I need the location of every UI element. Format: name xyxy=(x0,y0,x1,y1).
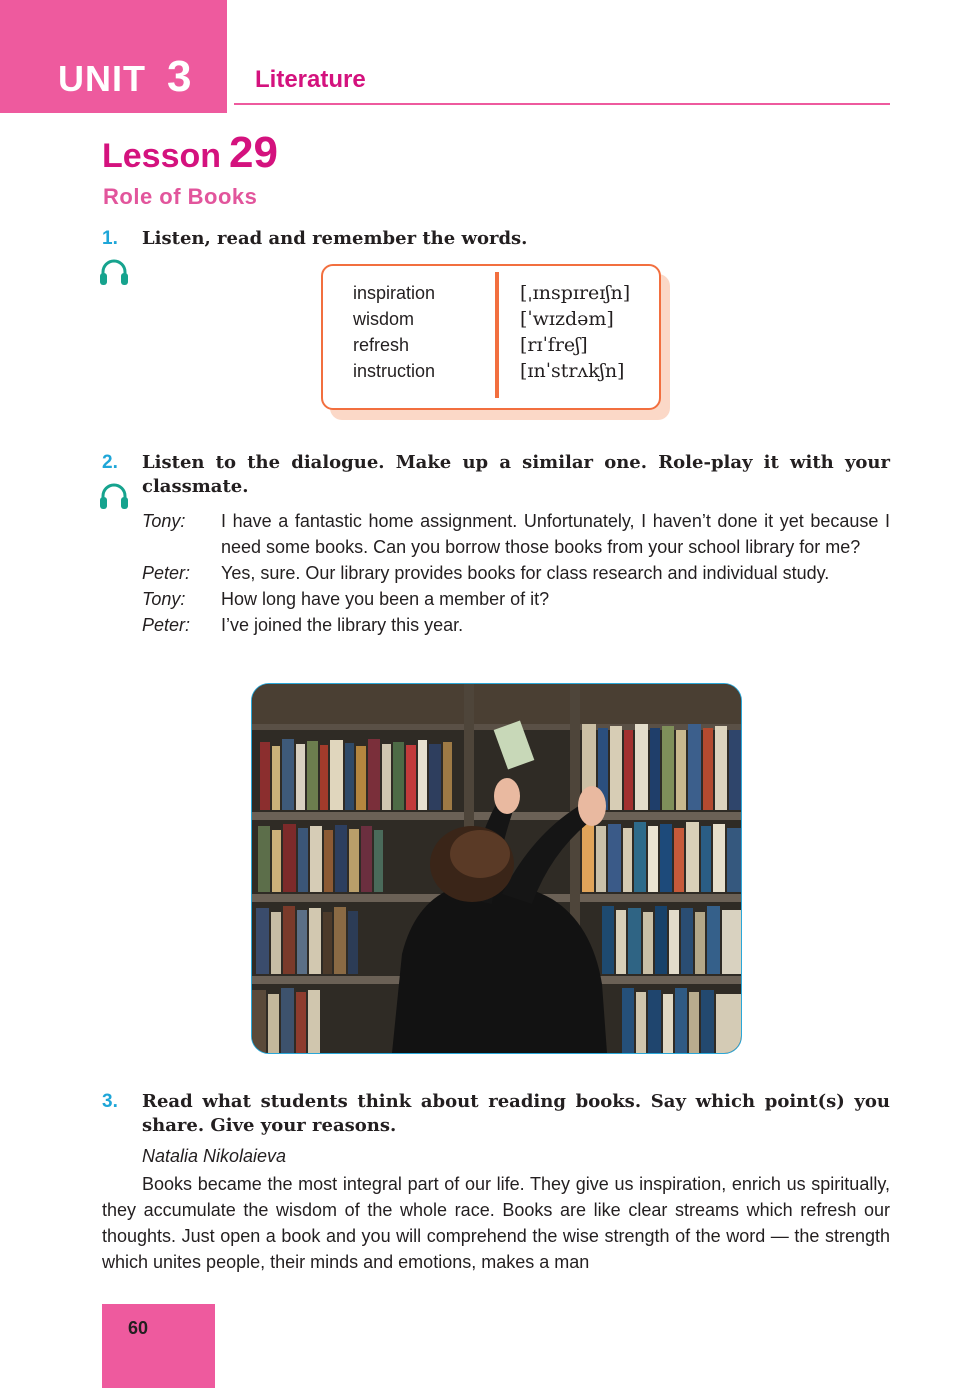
dialogue-line: How long have you been a member of it? xyxy=(221,589,550,609)
vocab-word: refresh xyxy=(353,335,410,355)
dialogue-turn xyxy=(142,560,890,586)
unit-label: UNIT xyxy=(58,58,146,99)
dialogue-line: Yes, sure. Our library provides books for class research and individual study. xyxy=(221,563,830,583)
page-number: 60 xyxy=(128,1318,149,1338)
page-number-box xyxy=(102,1304,215,1388)
vocab-transcription: [rɪˈfreʃ] xyxy=(520,334,588,356)
task-3-instruction: Read what students think about reading books. Say which point(s) you share. Give your reasons. xyxy=(142,1091,890,1136)
library-photo xyxy=(251,683,742,1054)
task-1-instruction: Listen, read and remember the words. xyxy=(142,228,528,249)
speaker: Tony: xyxy=(142,511,186,531)
library-illustration xyxy=(252,684,741,1053)
dialogue-line: I have a fantastic home assignment. Unfortunately, I haven’t done it yet because I need some books. Can you borrow those books from your school library for me? xyxy=(221,511,890,557)
dialogue-line: I’ve joined the library this year. xyxy=(221,615,464,635)
task-1-number: 1. xyxy=(102,228,118,249)
lesson-number: 29 xyxy=(229,128,278,177)
unit-title: Literature xyxy=(255,66,366,93)
lesson-title: Role of Books xyxy=(103,184,258,209)
vocab-transcription: [ˈwɪzdəm] xyxy=(520,308,614,330)
vocab-word: instruction xyxy=(353,361,436,381)
vocab-divider xyxy=(495,272,499,398)
reading-paragraph: Books became the most integral part of our life. They give us inspiration, enrich us spiritually, they accumulate the wisdom of the whole race. Books are like clear streams which refresh our thoughts. Just open a book and you will comprehend the wise strength of the word — the strength which unites people, their minds and emotions, makes a man xyxy=(102,1174,890,1272)
task-3-number: 3. xyxy=(102,1091,118,1112)
headphones-icon[interactable] xyxy=(99,482,129,510)
speaker: Peter: xyxy=(142,615,191,635)
headphones-icon[interactable] xyxy=(99,258,129,286)
unit-banner xyxy=(0,0,227,113)
dialogue-turn xyxy=(142,508,890,560)
author-name: Natalia Nikolaieva xyxy=(142,1146,287,1166)
lesson-heading xyxy=(102,128,278,178)
dialogue-turn xyxy=(142,612,890,638)
vocab-transcription: [ˌɪnspɪreɪʃn] xyxy=(520,282,631,304)
vocab-word: inspiration xyxy=(353,283,436,303)
dialogue xyxy=(142,508,890,638)
speaker: Tony: xyxy=(142,589,186,609)
vocab-word: wisdom xyxy=(353,309,415,329)
vocab-transcriptions xyxy=(520,280,630,384)
speaker: Peter: xyxy=(142,563,191,583)
dialogue-turn xyxy=(142,586,890,612)
task-2-number: 2. xyxy=(102,452,118,473)
unit-number: 3 xyxy=(167,52,192,101)
vocab-transcription: [ɪnˈstrʌkʃn] xyxy=(520,360,625,382)
vocabulary-card xyxy=(321,264,661,410)
header-divider xyxy=(234,103,890,105)
task-2-instruction: Listen to the dialogue. Make up a similar one. Role-play it with your classmate. xyxy=(142,452,890,497)
lesson-label: Lesson xyxy=(102,137,222,175)
vocab-words xyxy=(353,280,435,384)
